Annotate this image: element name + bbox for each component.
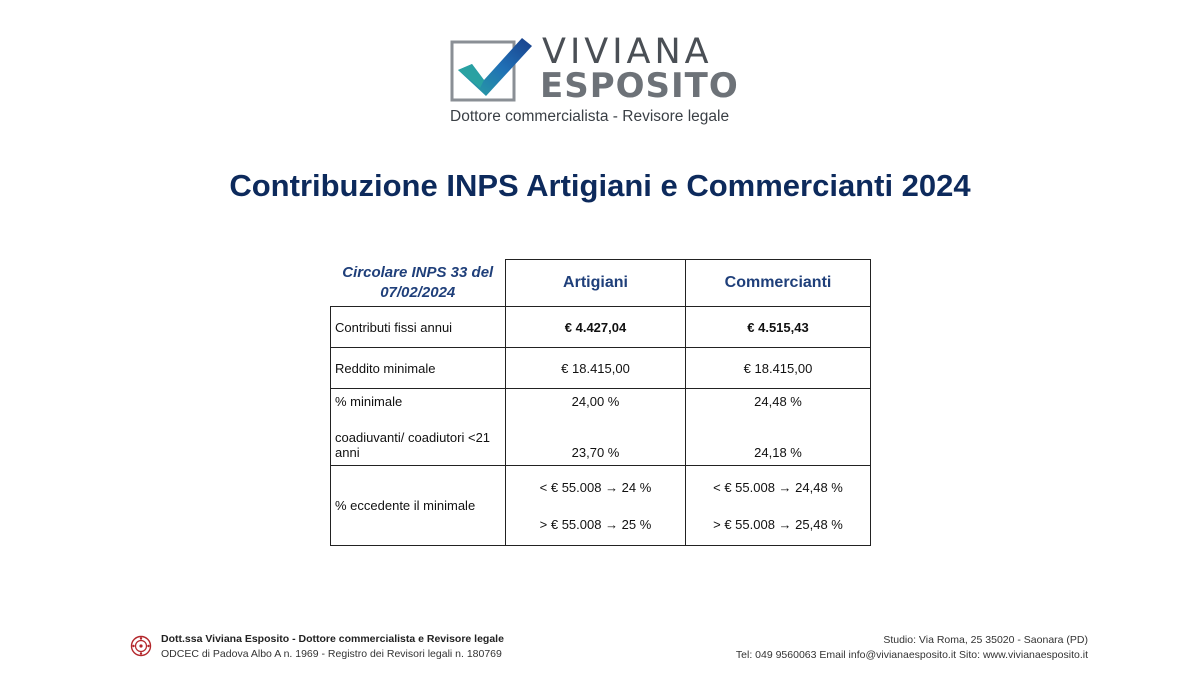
- page-title: Contribuzione INPS Artigiani e Commercianti 2024: [229, 168, 971, 203]
- logo: [450, 30, 760, 130]
- header-commercianti: Commercianti: [686, 260, 871, 307]
- table-row: [331, 348, 871, 389]
- table-row: [331, 307, 871, 348]
- cell-artigiani-below: < € 55.008 → 24 %: [539, 479, 652, 495]
- footer-name: Dott.ssa Viviana Esposito - Dottore commercialista e Revisore legale: [161, 633, 504, 645]
- logo-name-last: ESPOSITO: [540, 66, 739, 106]
- cell-artigiani-coadiuvanti: 23,70 %: [571, 445, 620, 460]
- row-label-coadiuvanti-cont: anni: [335, 445, 360, 460]
- row-label: Reddito minimale: [331, 348, 506, 389]
- cell-artigiani-minimale: 24,00 %: [571, 394, 620, 409]
- row-label-minimale: % minimale: [335, 394, 403, 409]
- row-label: % eccedente il minimale: [331, 466, 506, 546]
- cell-commercianti: € 18.415,00: [686, 348, 871, 389]
- circolare-line1: Circolare INPS 33 del: [342, 263, 494, 281]
- table-row: [331, 466, 871, 546]
- header-circolare: [331, 260, 506, 307]
- cell-artigiani: € 18.415,00: [506, 348, 686, 389]
- checkmark-square-icon: [450, 36, 534, 102]
- logo-name-first: VIVIANA: [542, 32, 713, 72]
- cell-artigiani: [506, 389, 686, 466]
- cell-artigiani-above: > € 55.008 → 25 %: [539, 516, 652, 532]
- footer-registration: ODCEC di Padova Albo A n. 1969 - Registro dei Revisori legali n. 180769: [161, 648, 502, 660]
- rates-table: [330, 259, 871, 546]
- row-label: Contributi fissi annui: [331, 307, 506, 348]
- cell-artigiani: [506, 466, 686, 546]
- cell-commercianti: [686, 389, 871, 466]
- circolare-line2: 07/02/2024: [380, 283, 456, 301]
- table-row: [331, 389, 871, 466]
- cell-commercianti: [686, 466, 871, 546]
- table-header-row: [331, 260, 871, 307]
- logo-tagline: Dottore commercialista - Revisore legale: [450, 108, 730, 125]
- footer-right: [736, 633, 1088, 663]
- cell-commercianti-below: < € 55.008 → 24,48 %: [713, 479, 843, 495]
- header-artigiani: Artigiani: [506, 260, 686, 307]
- row-label: [331, 389, 506, 466]
- cell-commercianti-minimale: 24,48 %: [754, 394, 802, 409]
- seal-icon: [130, 635, 152, 657]
- cell-commercianti-coadiuvanti: 24,18 %: [754, 445, 802, 460]
- cell-artigiani: € 4.427,04: [506, 307, 686, 348]
- row-label-coadiuvanti: coadiuvanti/ coadiutori <21: [335, 430, 491, 445]
- footer-address: Studio: Via Roma, 25 35020 - Saonara (PD): [883, 634, 1088, 646]
- footer-contacts: Tel: 049 9560063 Email info@vivianaesposito.it Sito: www.vivianaesposito.it: [735, 649, 1088, 661]
- cell-commercianti-above: > € 55.008 → 25,48 %: [713, 516, 843, 532]
- cell-commercianti: € 4.515,43: [686, 307, 871, 348]
